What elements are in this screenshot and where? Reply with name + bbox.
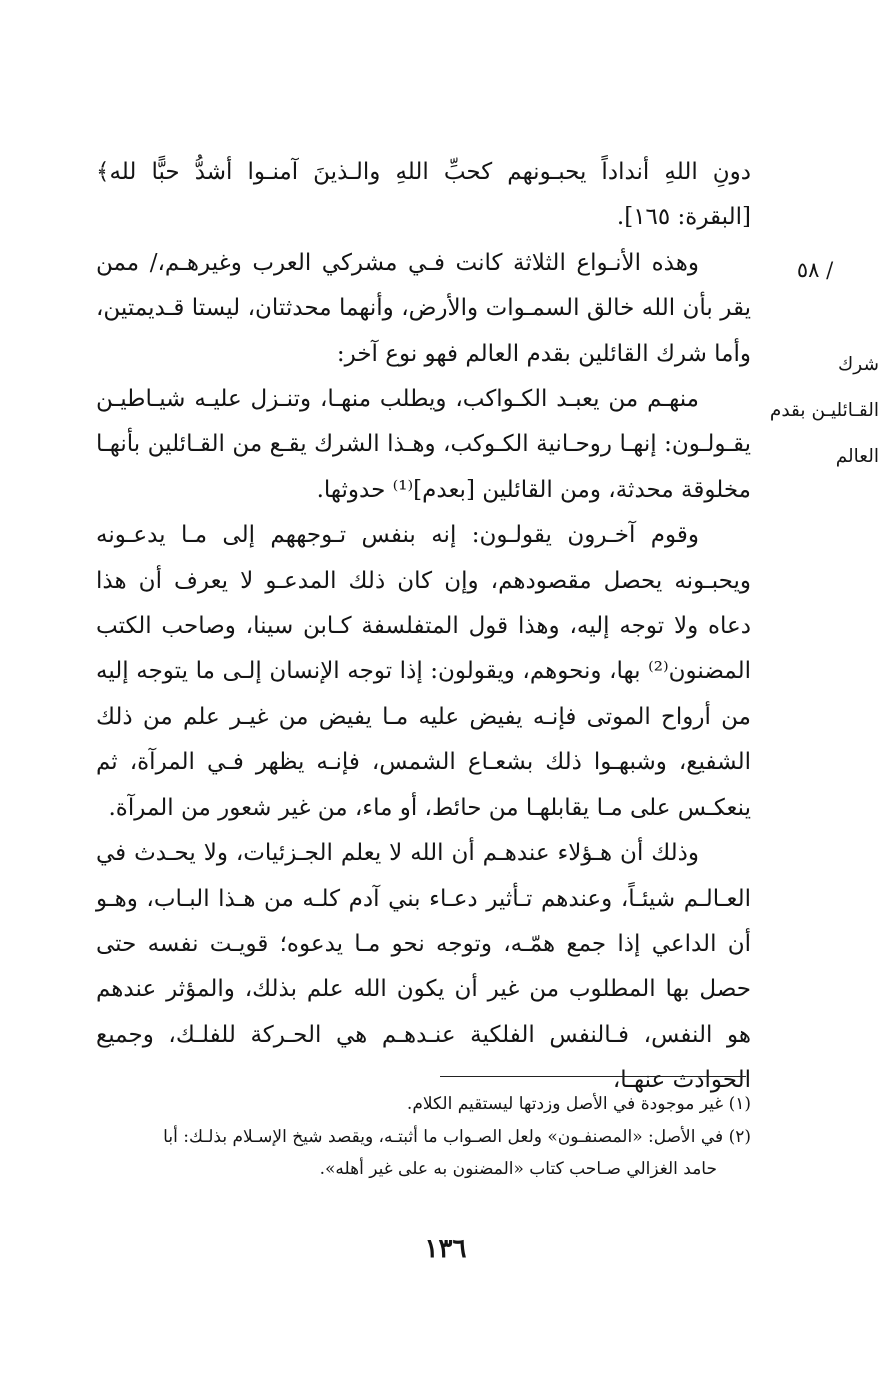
footnote-divider (440, 1076, 746, 1077)
footnote-1: (١) غير موجودة في الأصل وزدتها ليستقيم الكلام. (406, 1094, 751, 1114)
margin-side-heading: شرك القـائليـن بقدم العالم (769, 354, 879, 467)
footnotes (110, 1088, 751, 1186)
paragraph-quran-quote: دونِ اللهِ أنداداً يحبـونهم كحبِّ اللهِ والـذينَ آمنـوا أشدُّ حبًّا لله﴾ [البقرة: ١٦٥]. (96, 159, 751, 231)
paragraph-three-types: وهذه الأنـواع الثلاثة كانت فـي مشركي العرب وغيرهـم،/ ممن يقر بأن الله خالق السمـوات والأرض، وأنهما محدثتان، ليستا قـديمتين، وأما شرك القائلين بقدم العالم فهو نوع آخر: (96, 249, 751, 367)
main-text-block (96, 150, 751, 1104)
paragraph-particulars: وذلك أن هـؤلاء عندهـم أن الله لا يعلم الجـزئيات، ولا يحـدث في العـالـم شيئـاً، وعندهم تـأثير دعـاء بني آدم كلـه من هـذا البـاب، وهـو أن الداعي إذا جمع همّـه، وتوجه نحو مـا يدعوه؛ قويـت نفسه حتى حصل بها المطلوب من غير أن يكون الله علم بذلك، والمؤثر عندهم هو النفس، فـالنفس الفلكية عنـدهـم هي الحـركة للفلـك، وجميع الحوادث عنهـا، (96, 840, 751, 1094)
footnote-2: (٢) في الأصل: «المصنفـون» ولعل الصـواب ما أثبتـه، ويقصد شيخ الإسـلام بذلـك: أبا (163, 1126, 751, 1147)
margin-folio-marker: / ٥٨ (796, 258, 834, 282)
page-number: ١٣٦ (424, 1234, 467, 1264)
paragraph-star-worship: منهـم من يعبـد الكـواكب، ويطلب منهـا، وتنـزل عليـه شيـاطيـن يقـولـون: إنهـا روحـانية الكـوكب، وهـذا الشرك يقـع من القـائلين بأنهـا مخلوقة محدثة، ومن القائلين [بعدم]⁽¹⁾ حدوثها. (96, 386, 751, 503)
footnote-2-continuation: حامد الغزالي صـاحب كتاب «المضنون به على غير أهله». (319, 1159, 717, 1179)
paragraph-philosophers: وقوم آخـرون يقولـون: إنه بنفس تـوجههم إلى مـا يدعـونه ويحبـونه يحصل مقصودهم، وإن كان ذلك المدعـو لا يعرف أن هذا دعاه ولا توجه إليه، وهذا قول المتفلسفة كـابن سينا، وصاحب الكتب المضنون⁽²⁾ بها، ونحوهم، ويقولون: إذا توجه الإنسان إلـى ما يتوجه إليه من أرواح الموتى فإنـه يفيض عليه مـا يفيض من غيـر علم من ذلك الشفيع، وشبهـوا ذلك بشعـاع الشمس، فإنـه يظهر فـي المرآة، ثم ينعكـس على مـا يقابلهـا من حائط، أو ماء، من غير شعور من المرآة. (96, 522, 751, 821)
